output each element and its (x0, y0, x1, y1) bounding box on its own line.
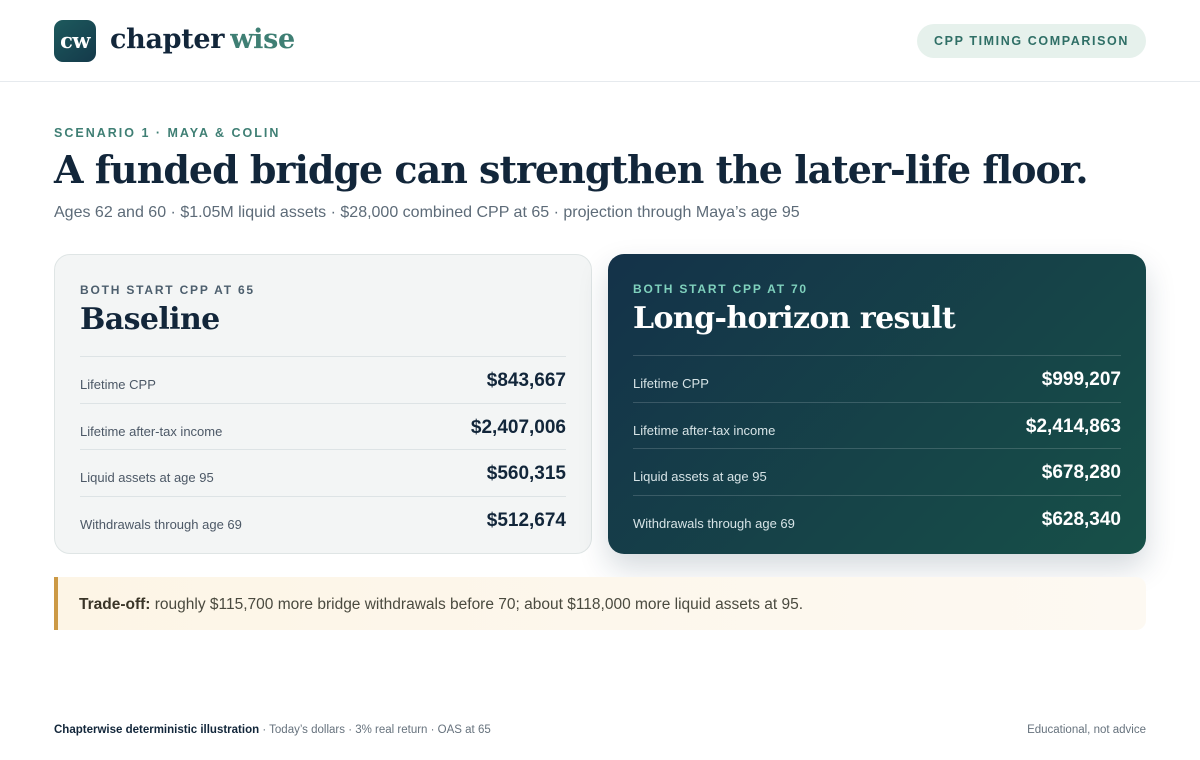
card-title: Baseline (80, 302, 220, 337)
metric-row-liquid-assets (80, 449, 566, 496)
footer-details: · Today’s dollars · 3% real return · OAS at 65 (259, 724, 491, 736)
footer-disclaimer: Educational, not advice (1027, 724, 1146, 736)
metric-value: $999,207 (1041, 369, 1121, 390)
logo-mark[interactable]: cw (54, 20, 96, 62)
metric-label: Lifetime CPP (633, 376, 709, 391)
metric-row-lifetime-income (80, 403, 566, 450)
tradeoff-text (79, 595, 803, 615)
tradeoff-body: roughly $115,700 more bridge withdrawals before 70; about $118,000 more liquid assets at 95. (150, 596, 804, 613)
logo-word-chapter: chapter (110, 24, 225, 55)
metric-value: $560,315 (486, 463, 566, 484)
tradeoff-callout (54, 577, 1146, 630)
metric-row-liquid-assets (633, 448, 1121, 495)
metric-list (80, 356, 566, 542)
metric-row-withdrawals (633, 495, 1121, 542)
metric-value: $628,340 (1041, 508, 1121, 530)
metric-row-withdrawals (80, 496, 566, 543)
tradeoff-lead: Trade-off: (79, 596, 151, 613)
scenario-subline: Ages 62 and 60 · $1.05M liquid assets · $28,000 combined CPP at 65 · projection through Maya’s age 95 (54, 204, 800, 221)
metric-label: Lifetime after-tax income (633, 422, 776, 438)
metric-row-lifetime-cpp (80, 356, 566, 403)
metric-row-lifetime-cpp (633, 355, 1121, 402)
long-horizon-card (608, 254, 1146, 554)
metric-value: $2,414,863 (1025, 415, 1121, 437)
metric-value: $512,674 (486, 509, 566, 531)
metric-label: Withdrawals through age 69 (80, 516, 242, 532)
top-header (0, 0, 1200, 82)
metric-label: Withdrawals through age 69 (633, 515, 795, 531)
metric-label: Lifetime CPP (80, 377, 156, 392)
baseline-card (54, 254, 592, 554)
logo-wordmark[interactable] (110, 22, 295, 58)
metric-label: Liquid assets at age 95 (80, 470, 214, 485)
footer-assumptions (54, 724, 491, 736)
card-eyebrow: BOTH START CPP AT 65 (80, 283, 255, 297)
logo-word-wise: wise (230, 24, 295, 55)
card-title: Long-horizon result (633, 301, 956, 336)
comparison-badge: CPP TIMING COMPARISON (917, 24, 1146, 58)
metric-value: $678,280 (1041, 462, 1121, 483)
metric-value: $843,667 (486, 370, 566, 391)
card-eyebrow: BOTH START CPP AT 70 (633, 282, 808, 296)
scenario-eyebrow: SCENARIO 1 · MAYA & COLIN (54, 126, 281, 140)
metric-list (633, 355, 1121, 541)
metric-row-lifetime-income (633, 402, 1121, 449)
footer-title: Chapterwise deterministic illustration (54, 724, 260, 736)
metric-label: Lifetime after-tax income (80, 423, 223, 439)
page-headline: A funded bridge can strengthen the later-life floor. (54, 147, 1088, 192)
metric-label: Liquid assets at age 95 (633, 469, 767, 484)
metric-value: $2,407,006 (470, 416, 566, 438)
